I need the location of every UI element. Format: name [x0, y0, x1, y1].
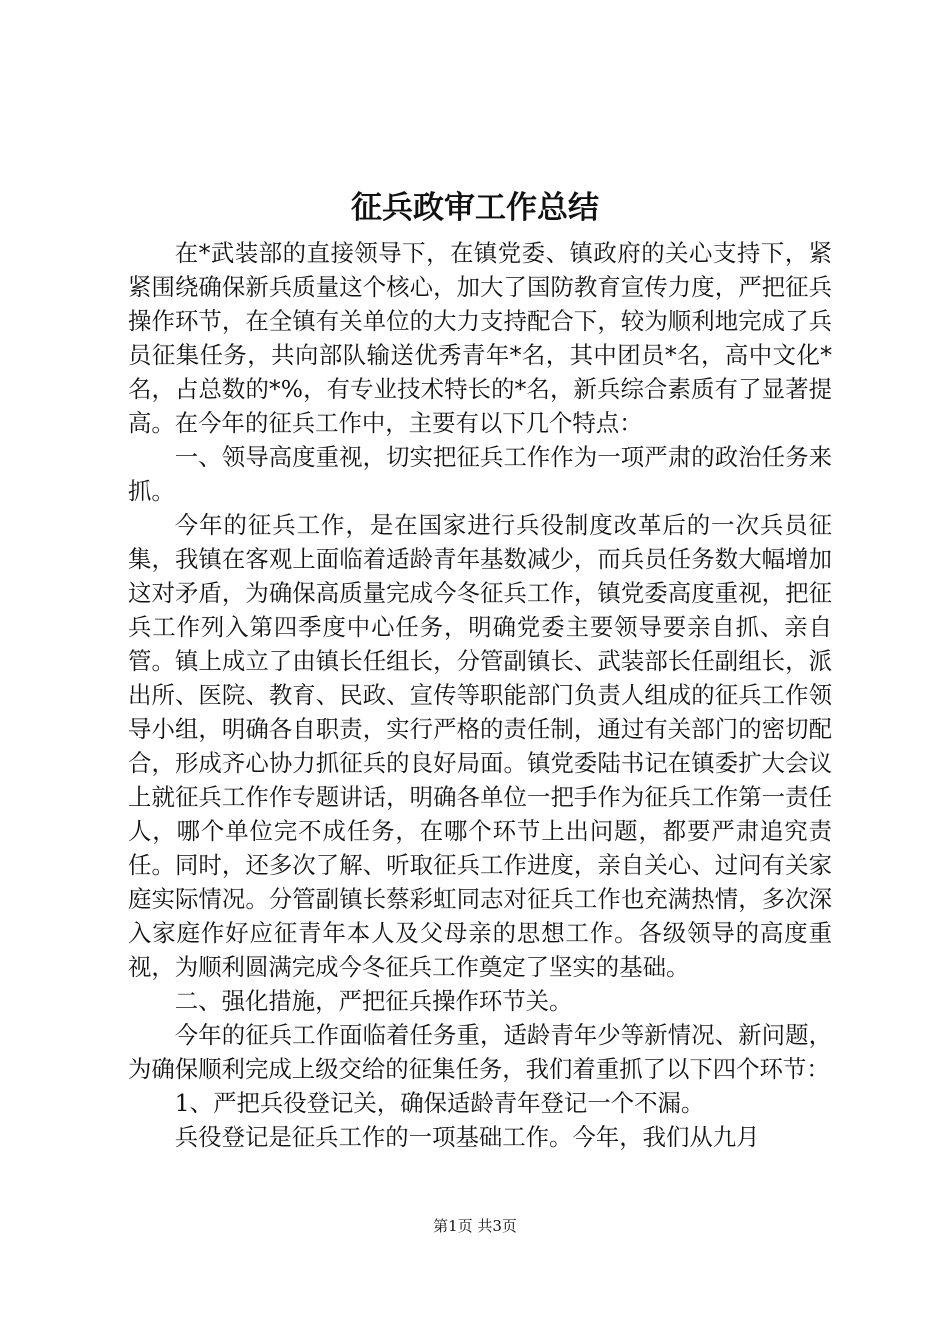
paragraph: 兵役登记是征兵工作的一项基础工作。今年，我们从九月 — [174, 1123, 760, 1151]
paragraph: 今年的征兵工作面临着任务重，适龄青年少等新情况、新问题，为确保顺利完成上级交给的征集任务，我们着重抓了以下四个环节： — [128, 1021, 832, 1083]
section-heading: 二、强化措施，严把征兵操作环节关。 — [174, 987, 573, 1015]
paragraph: 在*武装部的直接领导下，在镇党委、镇政府的关心支持下，紧紧围绕确保新兵质量这个核心，加大了国防教育宣传力度，严把征兵操作环节，在全镇有关单位的大力支持配合下，较为顺利地完成了兵员征集任务，共向部队输送优秀青年*名，其中团员*名，高中文化*名，占总数的*%，有专业技术特长的*名，新兵综合素质有了显著提高。在今年的征兵工作中，主要有以下几个特点： — [128, 239, 832, 437]
sub-heading: 1、严把兵役登记关，确保适龄青年登记一个不漏。 — [174, 1089, 705, 1117]
paragraph: 今年的征兵工作，是在国家进行兵役制度改革后的一次兵员征集，我镇在客观上面临着适龄青年基数减少，而兵员任务数大幅增加这对矛盾，为确保高质量完成今冬征兵工作，镇党委高度重视，把征兵工作列入第四季度中心任务，明确党委主要领导要亲自抓、亲自管。镇上成立了由镇长任组长，分管副镇长、武装部长任副组长，派出所、医院、教育、民政、宣传等职能部门负责人组成的征兵工作领导小组，明确各自职责，实行严格的责任制，通过有关部门的密切配合，形成齐心协力抓征兵的良好局面。镇党委陆书记在镇委扩大会议上就征兵工作作专题讲话，明确各单位一把手作为征兵工作第一责任人，哪个单位完不成任务，在哪个环节上出问题，都要严肃追究责任。同时，还多次了解、听取征兵工作进度，亲自关心、过问有关家庭实际情况。分管副镇长蔡彩虹同志对征兵工作也充满热情，多次深入家庭作好应征青年本人及父母亲的思想工作。各级领导的高度重视，为顺利圆满完成今冬征兵工作奠定了坚实的基础。 — [128, 511, 832, 981]
section-heading: 一、领导高度重视，切实把征兵工作作为一项严肃的政治任务来抓。 — [128, 443, 832, 505]
document-body — [128, 236, 832, 1154]
page-footer: 第1页 共3页 — [433, 1217, 517, 1235]
document-title: 征兵政审工作总结 — [351, 190, 599, 226]
